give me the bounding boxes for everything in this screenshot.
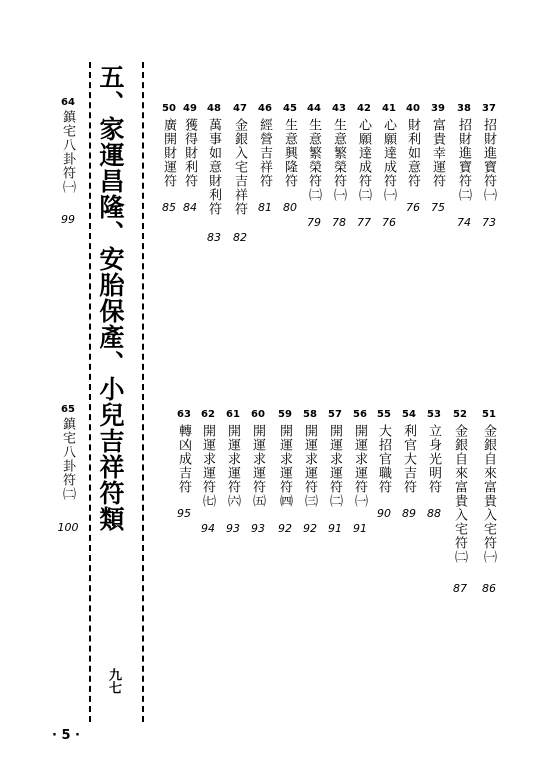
entry-title: 開運求運符㈦ [200, 424, 215, 508]
entry-title: 立身光明符 [426, 424, 441, 494]
entry-title: 金銀自來富貴入宅符㈠ [481, 424, 496, 564]
entry-page: 91 [353, 522, 367, 535]
entry-page: 80 [283, 201, 297, 214]
entry-title: 開運求運符㈡ [327, 424, 342, 508]
entry-page: 89 [402, 507, 416, 520]
entry-page: 73 [482, 216, 496, 229]
entry-title: 開運求運符㈥ [225, 424, 240, 508]
entry-title: 招財進寶符㈡ [456, 118, 471, 202]
entry-title: 利官大吉符 [401, 424, 416, 494]
entry-number: 44 [307, 103, 321, 114]
folio: 九七 [106, 668, 121, 694]
entry-title: 開運求運符㈣ [277, 424, 292, 508]
entry-page: 90 [377, 507, 391, 520]
entry-number: 54 [402, 409, 416, 420]
entry-page: 82 [233, 231, 247, 244]
entry-page: 92 [278, 522, 292, 535]
entry-page: 100 [57, 521, 79, 534]
entry-page: 87 [453, 582, 467, 595]
entry-title: 轉凶成吉符 [176, 424, 191, 494]
entry-number: 52 [453, 409, 467, 420]
entry-number: 37 [482, 103, 496, 114]
entry-title: 廣開財運符 [161, 118, 176, 188]
entry-number: 41 [382, 103, 396, 114]
entry-page: 99 [61, 213, 75, 226]
entry-number: 48 [207, 103, 221, 114]
entry-number: 43 [332, 103, 346, 114]
entry-page: 95 [177, 507, 191, 520]
entry-title: 開運求運符㈠ [352, 424, 367, 508]
right-dashed-rule [142, 62, 144, 722]
entry-page: 93 [226, 522, 240, 535]
entry-page: 94 [201, 522, 215, 535]
entry-number: 61 [226, 409, 240, 420]
entry-number: 64 [61, 97, 75, 108]
entry-title: 心願達成符㈡ [356, 118, 371, 202]
entry-title: 開運求運符㈢ [302, 424, 317, 508]
entry-number: 63 [177, 409, 191, 420]
entry-page: 77 [357, 216, 371, 229]
entry-number: 60 [251, 409, 265, 420]
page-number: · 5 · [52, 728, 80, 743]
entry-title: 經營吉祥符 [257, 118, 272, 188]
entry-title: 金銀自來富貴入宅符㈡ [452, 424, 467, 564]
entry-page: 79 [307, 216, 321, 229]
entry-number: 50 [162, 103, 176, 114]
entry-page: 85 [162, 201, 176, 214]
entry-number: 38 [457, 103, 471, 114]
entry-number: 57 [328, 409, 342, 420]
entry-number: 46 [258, 103, 272, 114]
entry-title: 鎮宅八卦符㈠ [60, 110, 75, 194]
entry-number: 62 [201, 409, 215, 420]
section-title: 五、家運昌隆、安胎保產、小兒吉祥符類 [96, 64, 125, 532]
entry-page: 84 [183, 201, 197, 214]
entry-title: 開運求運符㈤ [250, 424, 265, 508]
entry-number: 55 [377, 409, 391, 420]
entry-page: 86 [482, 582, 496, 595]
entry-number: 51 [482, 409, 496, 420]
entry-page: 78 [332, 216, 346, 229]
entry-page: 74 [457, 216, 471, 229]
entry-title: 鎮宅八卦符㈡ [60, 417, 75, 501]
entry-title: 財利如意符 [405, 118, 420, 188]
entry-number: 40 [406, 103, 420, 114]
entry-title: 生意繁榮符㈠ [331, 118, 346, 202]
entry-page: 75 [431, 201, 445, 214]
entry-page: 76 [406, 201, 420, 214]
entry-title: 心願達成符㈠ [381, 118, 396, 202]
entry-number: 58 [303, 409, 317, 420]
entry-page: 83 [207, 231, 221, 244]
entry-title: 萬事如意財利符 [206, 118, 221, 216]
entry-page: 91 [328, 522, 342, 535]
entry-number: 42 [357, 103, 371, 114]
entry-title: 生意繁榮符㈡ [306, 118, 321, 202]
entry-number: 65 [61, 404, 75, 415]
entry-number: 56 [353, 409, 367, 420]
entry-title: 獲得財利符 [182, 118, 197, 188]
entry-number: 53 [427, 409, 441, 420]
entry-page: 76 [382, 216, 396, 229]
entry-number: 39 [431, 103, 445, 114]
entry-title: 生意興隆符 [282, 118, 297, 188]
entry-title: 金銀入宅吉祥符 [232, 118, 247, 216]
entry-title: 大招官職符 [376, 424, 391, 494]
entry-page: 93 [251, 522, 265, 535]
entry-number: 45 [283, 103, 297, 114]
entry-page: 92 [303, 522, 317, 535]
entry-number: 49 [183, 103, 197, 114]
entry-title: 富貴幸運符 [430, 118, 445, 188]
entry-page: 81 [258, 201, 272, 214]
entry-number: 59 [278, 409, 292, 420]
entry-title: 招財進寶符㈠ [481, 118, 496, 202]
left-dashed-rule [89, 62, 91, 722]
entry-page: 88 [427, 507, 441, 520]
entry-number: 47 [233, 103, 247, 114]
